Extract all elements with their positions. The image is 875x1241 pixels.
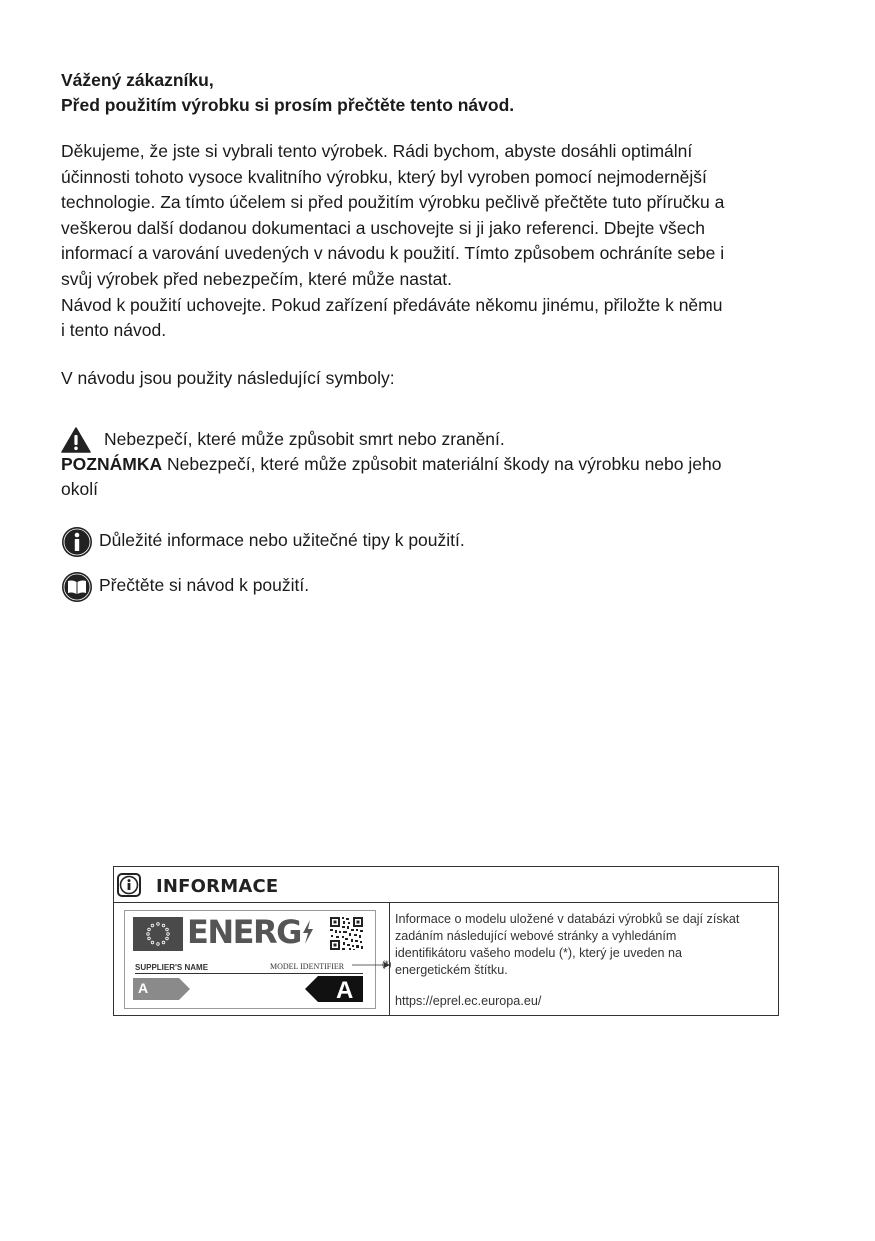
book-circle-icon [61, 571, 93, 603]
info-square-icon [117, 873, 141, 897]
pointer-mark: (*) [382, 959, 392, 969]
eprel-link[interactable]: https://eprel.ec.europa.eu/ [395, 994, 542, 1008]
intro-paragraph [61, 139, 821, 344]
lightning-bolt-icon [301, 919, 315, 945]
greeting-instruction: Před použitím výrobku si prosím přečtěte tento návod. [61, 95, 515, 115]
qr-code-icon [329, 916, 364, 951]
intro-line: Návod k použití uchovejte. Pokud zařízení předáváte někomu jinému, přiložte k němu [61, 294, 723, 315]
info-text-line: identifikátoru vašeho modelu (*), který je uveden na [395, 946, 683, 960]
energy-logo-text: ENERG [187, 913, 315, 951]
energy-class-large-text: A [336, 977, 354, 1004]
symbol-note-row [61, 452, 721, 502]
intro-line: veškerou další dodanou dokumentaci a uschovejte si ji jako referenci. Dbejte všech [61, 217, 705, 238]
intro-line: informací a varování uvedených v návodu k použití. Tímto způsobem ochráníte sebe i [61, 243, 725, 264]
symbol-info-text: Důležité informace nebo užitečné tipy k použití. [99, 530, 465, 550]
intro-line: svůj výrobek před nebezpečím, které může nastat. [61, 268, 453, 289]
information-box-header [114, 867, 778, 903]
greeting [61, 68, 514, 118]
symbol-danger-text: Nebezpečí, které může způsobit smrt nebo zranění. [104, 429, 505, 449]
symbols-intro: V návodu jsou použity následující symboly: [61, 368, 395, 388]
supplier-name-label: SUPPLIER'S NAME [135, 963, 209, 972]
model-identifier-label: MODEL IDENTIFIER [270, 962, 345, 971]
eu-flag-icon [133, 917, 183, 951]
info-text-line: Informace o modelu uložené v databázi výrobků se dají získat [395, 912, 740, 926]
note-label: POZNÁMKA [61, 454, 163, 474]
information-box-text [395, 911, 771, 979]
note-text-continued: okolí [61, 479, 98, 499]
info-text-line: energetickém štítku. [395, 963, 508, 977]
intro-line: technologie. Za tímto účelem si před použitím výrobku pečlivě přečtěte tuto příručku a [61, 192, 725, 213]
energy-label-illustration [124, 910, 376, 1009]
information-box-title: INFORMACE [156, 876, 279, 897]
intro-line: Děkujeme, že jste si vybrali tento výrobek. Rádi bychom, abyste dosáhli optimální [61, 141, 693, 161]
info-circle-icon [61, 526, 93, 558]
intro-line: i tento návod. [61, 320, 167, 341]
energy-class-arrow-large [305, 976, 363, 1002]
note-text: Nebezpečí, které může způsobit materiální škody na výrobku nebo jeho [162, 454, 722, 474]
info-text-line: zadáním následující webové stránky a vyhledáním [395, 929, 677, 943]
intro-line: účinnosti tohoto vysoce kvalitního výrobku, který byl vyroben pomocí nejmodernější [61, 166, 707, 187]
label-rule [135, 973, 363, 974]
information-box [113, 866, 779, 1016]
greeting-salutation: Vážený zákazníku, [61, 70, 214, 90]
warning-triangle-icon [61, 427, 91, 453]
energy-class-small-text: A [138, 980, 149, 996]
symbol-manual-text: Přečtěte si návod k použití. [99, 575, 310, 595]
